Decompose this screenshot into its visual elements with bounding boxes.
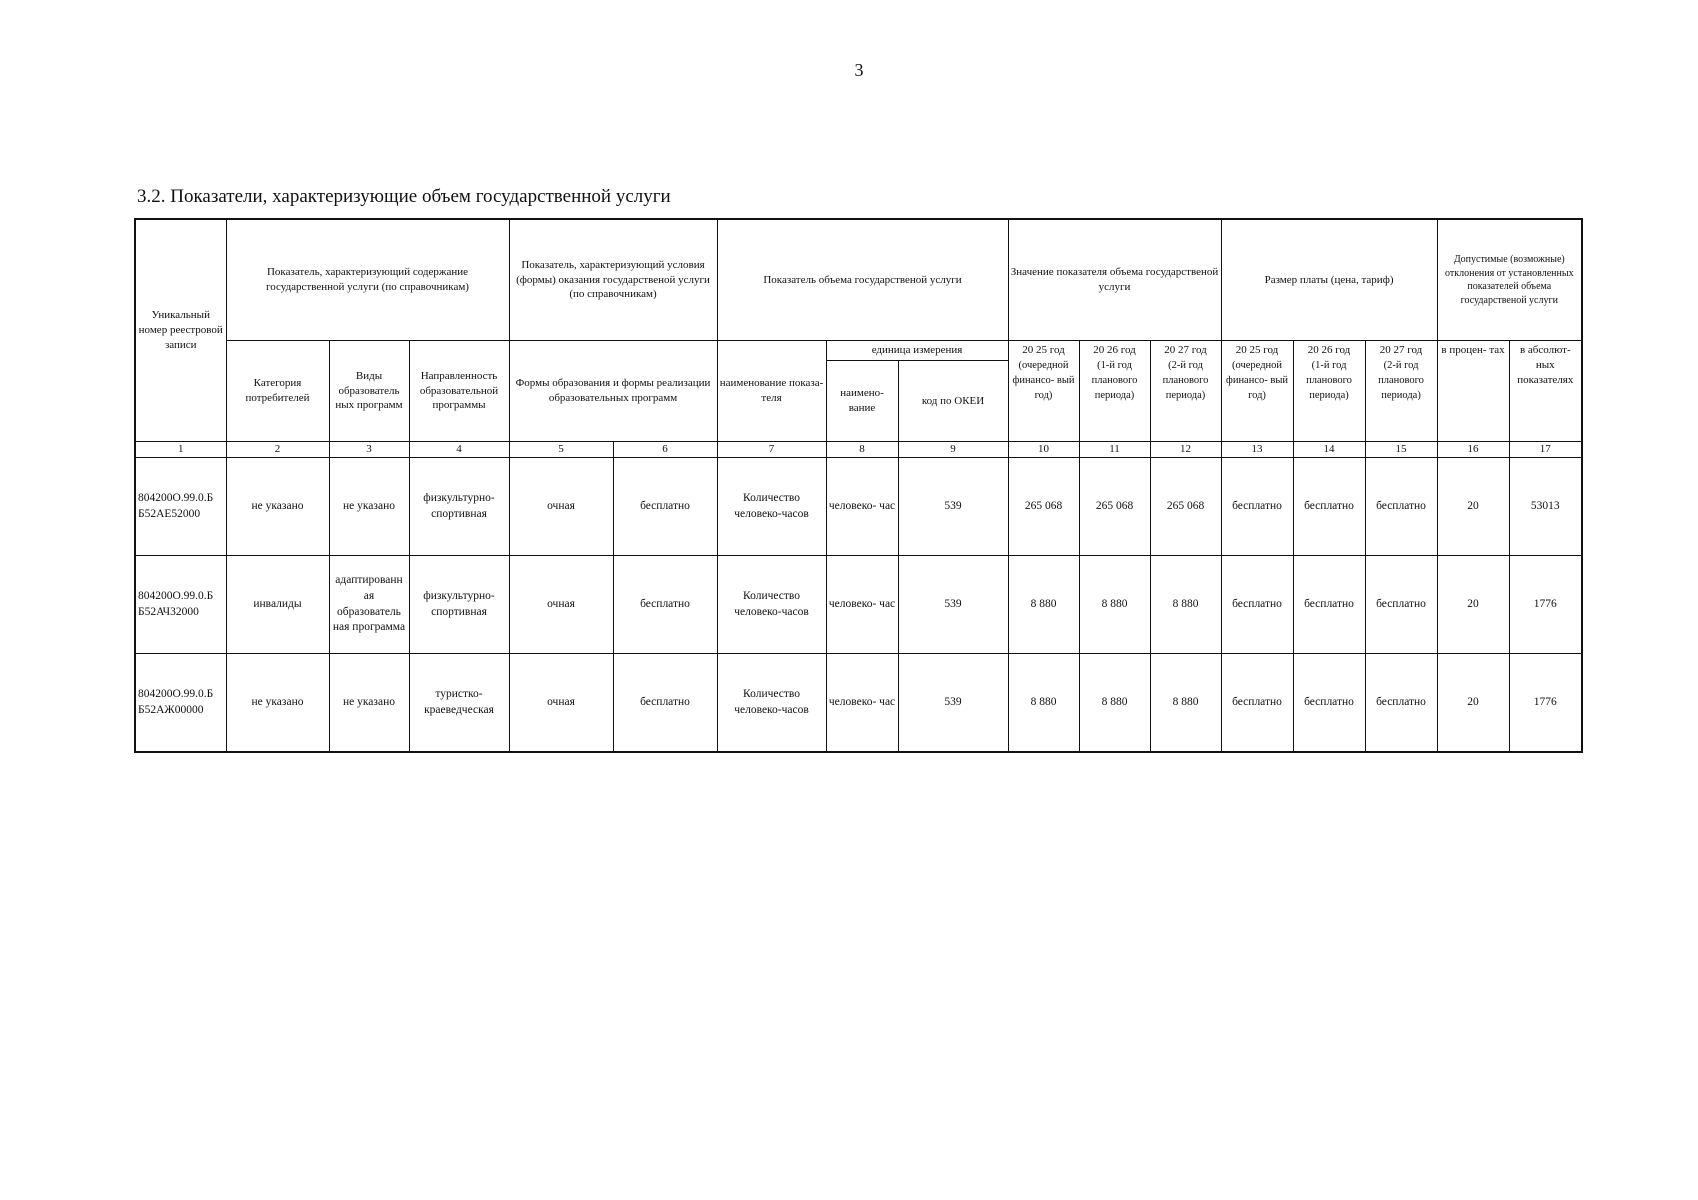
- cell-code: 804200О.99.0.Б Б52АЧ32000: [135, 556, 226, 654]
- cell-code: 804200О.99.0.Б Б52АЖ00000: [135, 654, 226, 753]
- cell-deviation-absolute: 53013: [1509, 458, 1582, 556]
- fee-2027-label: 20 27 год: [1379, 344, 1423, 356]
- cell-fee-2027: бесплатно: [1365, 458, 1437, 556]
- year-2025-note: (очередной финансо- вый год): [1012, 359, 1075, 402]
- cell-program-type: не указано: [329, 458, 409, 556]
- header-consumer-category: Категория потребителей: [226, 341, 329, 442]
- cell-fee-2025: бесплатно: [1221, 654, 1293, 753]
- header-program-focus: Направленность образовательной программы: [409, 341, 509, 442]
- fee-2027-note: (2-й год планового периода): [1378, 359, 1424, 402]
- cell-value-2026: 8 880: [1079, 556, 1150, 654]
- cell-form: очная: [509, 556, 613, 654]
- cell-fee-2027: бесплатно: [1365, 654, 1437, 753]
- column-number: 10: [1008, 442, 1079, 458]
- year-2027-note: (2-й год планового периода): [1162, 359, 1209, 402]
- column-number: 3: [329, 442, 409, 458]
- column-number: 8: [826, 442, 898, 458]
- cell-form-payment: бесплатно: [613, 458, 717, 556]
- column-number: 12: [1150, 442, 1221, 458]
- column-number: 5: [509, 442, 613, 458]
- cell-form: очная: [509, 458, 613, 556]
- header-program-type: Виды образователь ных программ: [329, 341, 409, 442]
- cell-indicator: Количество человеко-часов: [717, 556, 826, 654]
- cell-value-2025: 8 880: [1008, 654, 1079, 753]
- column-number: 6: [613, 442, 717, 458]
- cell-form-payment: бесплатно: [613, 556, 717, 654]
- column-number: 4: [409, 442, 509, 458]
- cell-indicator: Количество человеко-часов: [717, 458, 826, 556]
- cell-okei: 539: [898, 556, 1008, 654]
- cell-deviation-percent: 20: [1437, 654, 1509, 753]
- header-okei-code: код по ОКЕИ: [898, 361, 1008, 442]
- header-unique-number: Уникальный номер реестровой записи: [135, 219, 226, 442]
- header-deviation-group: Допустимые (возможные) отклонения от установленных показателей объема государственой услуги: [1437, 219, 1582, 341]
- header-year-2027: [1150, 341, 1221, 442]
- cell-okei: 539: [898, 458, 1008, 556]
- cell-deviation-absolute: 1776: [1509, 556, 1582, 654]
- header-row-groups: [135, 219, 1582, 341]
- header-fee-2025: [1221, 341, 1293, 442]
- column-number: 1: [135, 442, 226, 458]
- header-forms: Формы образования и формы реализации образовательных программ: [509, 341, 717, 442]
- column-number: 14: [1293, 442, 1365, 458]
- fee-2025-label: 20 25 год: [1235, 344, 1279, 356]
- cell-value-2026: 8 880: [1079, 654, 1150, 753]
- cell-value-2026: 265 068: [1079, 458, 1150, 556]
- fee-2026-label: 20 26 год: [1307, 344, 1351, 356]
- cell-deviation-percent: 20: [1437, 458, 1509, 556]
- year-2025-label: 20 25 год: [1022, 344, 1065, 356]
- cell-value-2027: 8 880: [1150, 654, 1221, 753]
- year-2026-label: 20 26 год: [1093, 344, 1136, 356]
- cell-code: 804200О.99.0.Б Б52АЕ52000: [135, 458, 226, 556]
- cell-fee-2025: бесплатно: [1221, 458, 1293, 556]
- cell-program-type: не указано: [329, 654, 409, 753]
- cell-okei: 539: [898, 654, 1008, 753]
- fee-2026-note: (1-й год планового периода): [1306, 359, 1352, 402]
- column-number: 17: [1509, 442, 1582, 458]
- cell-unit: человеко- час: [826, 556, 898, 654]
- cell-fee-2026: бесплатно: [1293, 458, 1365, 556]
- cell-unit: человеко- час: [826, 458, 898, 556]
- cell-deviation-percent: 20: [1437, 556, 1509, 654]
- cell-focus: физкультурно- спортивная: [409, 458, 509, 556]
- cell-category: не указано: [226, 654, 329, 753]
- cell-form: очная: [509, 654, 613, 753]
- header-row-units: [135, 341, 1582, 361]
- cell-form-payment: бесплатно: [613, 654, 717, 753]
- cell-deviation-absolute: 1776: [1509, 654, 1582, 753]
- header-in-percent: в процен- тах: [1437, 341, 1509, 442]
- cell-category: не указано: [226, 458, 329, 556]
- column-number: 2: [226, 442, 329, 458]
- cell-focus: туристко- краеведческая: [409, 654, 509, 753]
- header-fee-2026: [1293, 341, 1365, 442]
- header-content-group: Показатель, характеризующий содержание государственной услуги (по справочникам): [226, 219, 509, 341]
- column-number: 13: [1221, 442, 1293, 458]
- volume-indicators-table: [134, 218, 1583, 753]
- table-row: [135, 458, 1582, 556]
- column-number: 15: [1365, 442, 1437, 458]
- cell-value-2027: 8 880: [1150, 556, 1221, 654]
- header-unit: единица измерения: [826, 341, 1008, 361]
- header-in-absolute: в абсолют- ных показателях: [1509, 341, 1582, 442]
- table-row: [135, 556, 1582, 654]
- header-year-2025: [1008, 341, 1079, 442]
- column-number-row: [135, 442, 1582, 458]
- header-indicator-name: наименование показа- теля: [717, 341, 826, 442]
- cell-focus: физкультурно- спортивная: [409, 556, 509, 654]
- cell-fee-2025: бесплатно: [1221, 556, 1293, 654]
- cell-fee-2027: бесплатно: [1365, 556, 1437, 654]
- header-value-group: Значение показателя объема государственой услуги: [1008, 219, 1221, 341]
- cell-value-2025: 265 068: [1008, 458, 1079, 556]
- header-fee-2027: [1365, 341, 1437, 442]
- table-row: [135, 654, 1582, 753]
- header-volume-group: Показатель объема государственой услуги: [717, 219, 1008, 341]
- cell-unit: человеко- час: [826, 654, 898, 753]
- column-number: 11: [1079, 442, 1150, 458]
- cell-category: инвалиды: [226, 556, 329, 654]
- column-number: 16: [1437, 442, 1509, 458]
- cell-fee-2026: бесплатно: [1293, 556, 1365, 654]
- header-fee-group: Размер платы (цена, тариф): [1221, 219, 1437, 341]
- year-2027-label: 20 27 год: [1164, 344, 1207, 356]
- cell-fee-2026: бесплатно: [1293, 654, 1365, 753]
- column-number: 7: [717, 442, 826, 458]
- cell-program-type: адаптированн ая образователь ная программа: [329, 556, 409, 654]
- page-number: 3: [854, 60, 864, 80]
- cell-value-2025: 8 880: [1008, 556, 1079, 654]
- fee-2025-note: (очередной финансо- вый год): [1226, 359, 1289, 402]
- header-conditions-group: Показатель, характеризующий условия (формы) оказания государственой услуги (по справочникам): [509, 219, 717, 341]
- section-title: 3.2. Показатели, характеризующие объем государственной услуги: [137, 186, 671, 207]
- header-unit-name: наимено- вание: [826, 361, 898, 442]
- header-year-2026: [1079, 341, 1150, 442]
- year-2026-note: (1-й год планового периода): [1091, 359, 1138, 402]
- column-number: 9: [898, 442, 1008, 458]
- cell-value-2027: 265 068: [1150, 458, 1221, 556]
- cell-indicator: Количество человеко-часов: [717, 654, 826, 753]
